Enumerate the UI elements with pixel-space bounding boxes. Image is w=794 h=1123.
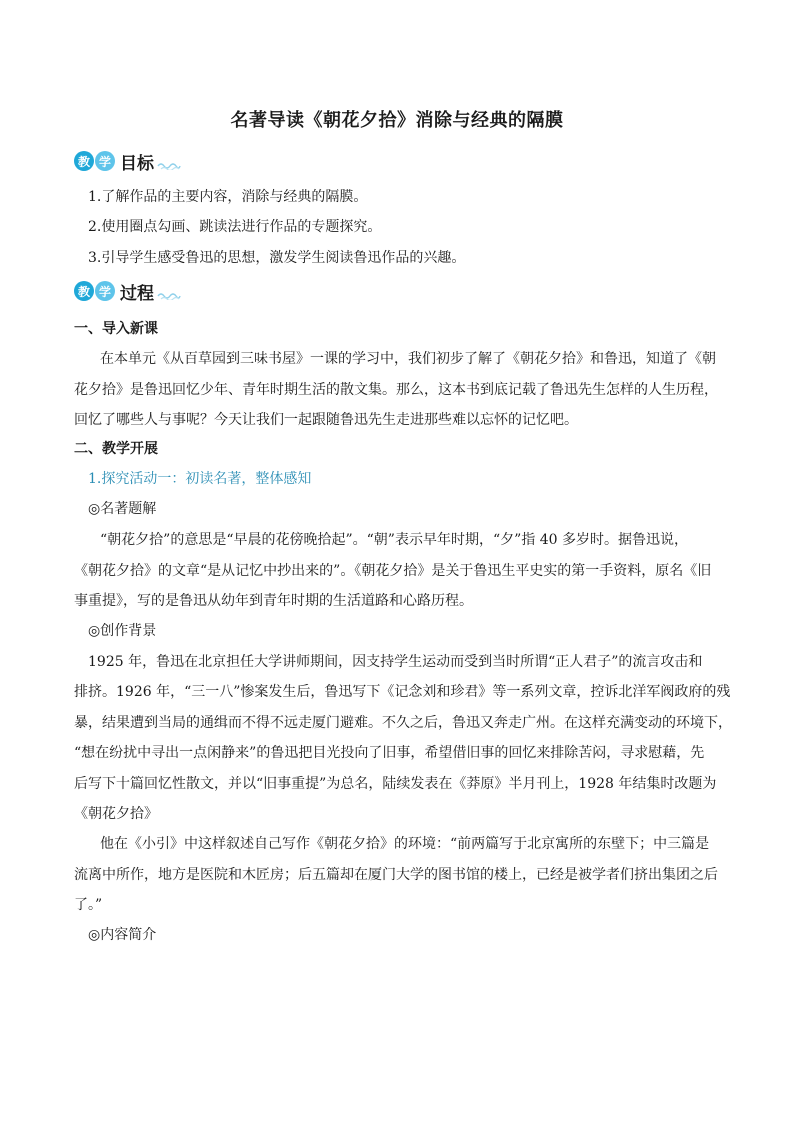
wave-decoration-icon xyxy=(157,290,181,300)
part2-heading: 二、教学开展 xyxy=(74,441,158,457)
document-title: 名著导读《朝花夕拾》消除与经典的隔膜 xyxy=(230,110,564,131)
activity-1-heading: 1.探究活动一：初读名著，整体感知 xyxy=(88,471,312,487)
part1-heading: 一、导入新课 xyxy=(74,321,158,337)
section-badge xyxy=(74,151,116,171)
subheading-background: ◎创作背景 xyxy=(88,623,157,639)
subheading-title-explain: ◎名著题解 xyxy=(88,501,157,517)
quote-line-1: 他在《小引》中这样叙述自己写作《朝花夕拾》的环境：“前两篇写于北京寓所的东壁下；中三篇是 xyxy=(100,836,710,852)
badge-char-2: 学 xyxy=(95,281,115,301)
background-line-4: “想在纷扰中寻出一点闲静来”的鲁迅把目光投向了旧事，希望借旧事的回忆来排除苦闷，寻求慰藉，先 xyxy=(74,745,705,761)
wave-decoration-icon xyxy=(157,160,181,170)
badge-char-1: 教 xyxy=(74,281,94,301)
badge-char-1: 教 xyxy=(74,151,94,171)
title-explain-line-2: 《朝花夕拾》的文章“是从记忆中抄出来的”。《朝花夕拾》是关于鲁迅生平史实的第一手资料，原名《旧 xyxy=(74,563,712,579)
background-line-2: 排挤。1926 年，“三一八”惨案发生后，鲁迅写下《记念刘和珍君》等一系列文章，控诉北洋军阀政府的残 xyxy=(74,684,731,700)
goal-section-label: 目标 xyxy=(120,153,154,174)
subheading-content-intro: ◎内容简介 xyxy=(88,927,157,943)
part1-line-1: 在本单元《从百草园到三味书屋》一课的学习中，我们初步了解了《朝花夕拾》和鲁迅，知道了《朝 xyxy=(100,351,716,367)
process-section-header xyxy=(74,278,181,304)
section-badge xyxy=(74,281,116,301)
quote-line-2: 流离中所作，地方是医院和木匠房；后五篇却在厦门大学的图书馆的楼上，已经是被学者们挤出集团之后 xyxy=(74,867,718,883)
title-explain-line-3: 事重提》，写的是鲁迅从幼年到青年时期的生活道路和心路历程。 xyxy=(74,593,473,609)
background-line-6: 《朝花夕拾》 xyxy=(74,806,158,822)
part1-line-3: 回忆了哪些人与事呢？今天让我们一起跟随鲁迅先生走进那些难以忘怀的记忆吧。 xyxy=(74,412,578,428)
goal-item-3: 3.引导学生感受鲁迅的思想，激发学生阅读鲁迅作品的兴趣。 xyxy=(88,250,466,266)
goal-section-header xyxy=(74,148,181,174)
process-section-label: 过程 xyxy=(120,283,154,304)
title-explain-line-1: “朝花夕拾”的意思是“早晨的花傍晚拾起”。“朝”表示早年时期，“夕”指 40 多岁时。据鲁迅说， xyxy=(100,532,688,548)
badge-char-2: 学 xyxy=(95,151,115,171)
part1-line-2: 花夕拾》是鲁迅回忆少年、青年时期生活的散文集。那么，这本书到底记载了鲁迅先生怎样的人生历程， xyxy=(74,382,718,398)
goal-item-2: 2.使用圈点勾画、跳读法进行作品的专题探究。 xyxy=(88,219,382,235)
background-line-5: 后写下十篇回忆性散文，并以“旧事重提”为总名，陆续发表在《莽原》半月刊上，1928 年结集时改题为 xyxy=(74,776,717,792)
goal-item-1: 1.了解作品的主要内容，消除与经典的隔膜。 xyxy=(88,189,368,205)
background-line-1: 1925 年，鲁迅在北京担任大学讲师期间，因支持学生运动而受到当时所谓“正人君子”的流言攻击和 xyxy=(88,654,703,670)
quote-line-3: 了。” xyxy=(74,897,103,913)
background-line-3: 暴，结果遭到当局的通缉而不得不远走厦门避难。不久之后，鲁迅又奔走广州。在这样充满变动的环境下， xyxy=(74,715,732,731)
